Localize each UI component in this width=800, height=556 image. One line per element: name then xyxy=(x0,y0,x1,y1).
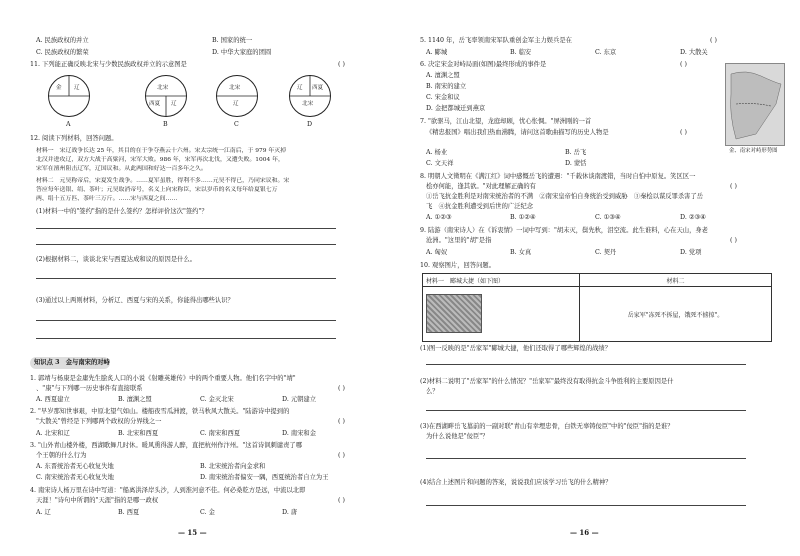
option: D. 唐 xyxy=(282,509,298,516)
option: C. 民族政权的繁荣 xyxy=(36,49,89,56)
table-header: 材料二 xyxy=(580,274,772,287)
answer-paren[interactable]: ( ) xyxy=(710,37,717,44)
diagram-caption: C xyxy=(234,121,239,128)
material-line: 材料二 元昊称帝后，宋夏发生战争。……夏军虽胜，得利不多……元昊不得已，乃同宋议和。宋 xyxy=(36,178,290,184)
option: B. 南宋的建立 xyxy=(426,83,467,90)
sub-question: (3)通过以上两则材料，分析辽、西夏与宋的关系，你能得出哪些认识？ xyxy=(36,297,234,304)
region-label: 北宋 xyxy=(302,101,314,107)
option: A. 郾城 xyxy=(426,49,448,56)
question-stem: 9. 陆游（南宋诗人）在《诉衷情》一词中写到："胡未灭，鬓先秋，泪空流。此生谁料，心在天山，身老 xyxy=(420,227,708,234)
material-line: 材料一 宋辽战争长达 25 年，其目的在于争夺燕云十六州。宋太宗统一江南后，于 979 年灭掉 xyxy=(36,148,287,154)
material-line: 宋军在澶州阻击辽军，辽国议和。从此两国和好达一百多年之久。 xyxy=(36,166,207,172)
diagram-caption: A xyxy=(66,121,71,128)
option: C. 南宋统治者无心收复失地 xyxy=(36,474,114,481)
option: C. 文天祥 xyxy=(426,160,454,167)
question-stem: 6. 决定宋金对峙局面(如图)最终形成的事件是 xyxy=(420,61,547,68)
question-stem: 7. "欲驱马，江山北望，龙庭却顾，忧心怅惆。"屏洲刚的一首 xyxy=(420,118,592,125)
option: B. 北宋和西夏 xyxy=(118,430,159,437)
region-label: 西夏 xyxy=(149,101,161,107)
section-title: 知识点 3 金与南宋的对峙 xyxy=(34,359,110,366)
answer-paren[interactable]: ( ) xyxy=(338,497,345,504)
question-stem: ①岳飞抗金胜利是对南宋统治者的不满 ②南宋皇帝怕自身统治受到威胁 ③秦桧以谋反罪杀害了岳 xyxy=(426,193,704,200)
option: D. 元朝建立 xyxy=(282,396,317,403)
region-label: 金 xyxy=(56,85,62,91)
option: D. 大散关 xyxy=(680,49,708,56)
option: B. 北宋统治者向金求和 xyxy=(200,463,266,470)
answer-paren[interactable]: ( ) xyxy=(338,385,345,392)
question-stem: 《精忠报国》唱出我们热血沸腾，请问这首歌曲描写的历史人物是 xyxy=(426,129,609,136)
option: D. 金把都城迁到燕京 xyxy=(426,105,486,112)
question-stem: 1. 郭靖与杨康是金庸先生脍炙人口的小说《射雕英雄传》中的两个重要人物。他们名字中的"靖" xyxy=(30,375,296,382)
option: B. 澶渊之盟 xyxy=(118,396,152,403)
option: B. 女真 xyxy=(510,249,532,256)
question-stem: 11. 下列能正确反映北宋与少数民族政权并立的示意图是 xyxy=(30,61,187,68)
question-stem: 10. 观察图片，回答问题。 xyxy=(420,262,495,269)
question-stem: 5. 1140 年，岳飞率领南宋军队重创金军主力娱兵是在 xyxy=(420,37,572,44)
sub-question: 么？ xyxy=(426,388,439,395)
question-stem: 3. "山外青山楼外楼，西湖歌舞几时休。暖风熏得游人醉，直把杭州作汴州。"这首诗讽刺谴责了哪 xyxy=(30,442,302,449)
sub-question: (3)在西湖畔岳飞墓前的一副对联"青山有幸埋忠骨，白铁无辜铸佞臣"中的"佞臣"指的是谁？ xyxy=(420,423,674,430)
answer-line[interactable] xyxy=(426,410,746,411)
answer-line[interactable] xyxy=(426,458,746,459)
answer-line[interactable] xyxy=(36,320,336,321)
battle-image xyxy=(426,294,482,333)
page-number: — 16 — xyxy=(570,528,599,537)
page-number: — 15 — xyxy=(178,528,207,537)
option: A. 北宋和辽 xyxy=(36,430,70,437)
material-line: 两、绢十五万匹、茶叶三万斤。……宋与西夏之间…… xyxy=(36,196,178,202)
region-label: 辽 xyxy=(171,101,177,107)
option: C. 金灭北宋 xyxy=(200,396,234,403)
question-stem: 沧洲。"这里的"胡"是指 xyxy=(426,237,492,244)
sub-question: 为什么说他是"佞臣"？ xyxy=(426,433,489,440)
sub-question: (2)根据材料二，谈谈北宋与西夏达成和议的原因是什么。 xyxy=(36,256,197,263)
option: C. 宋金和议 xyxy=(426,94,460,101)
question-stem: 、"康"与下列哪一历史事件有直接联系 xyxy=(36,385,143,392)
answer-line[interactable] xyxy=(36,244,336,245)
option: B. 国家的统一 xyxy=(212,37,253,44)
option: A. 西夏建立 xyxy=(36,396,70,403)
answer-paren[interactable]: ( ) xyxy=(338,452,345,459)
answer-line[interactable] xyxy=(426,505,746,506)
sub-question: (2)材料二说明了"岳家军"的什么情况？"岳家军"最终没有取得抗金斗争胜利的主要原因是什 xyxy=(420,378,674,385)
option: A. ①②③ xyxy=(426,214,452,221)
sub-question: (4)结合上述图片和问题的答案，说说我们应该学习岳飞的什么精神？ xyxy=(420,479,612,486)
option: B. 岳飞 xyxy=(565,149,587,156)
option: B. ①②④ xyxy=(510,214,536,221)
question-stem: 12. 阅读下列材料，回答问题。 xyxy=(30,135,118,142)
option: A. 杨业 xyxy=(426,149,448,156)
option: D. 中华大家庭的团圆 xyxy=(212,49,272,56)
option: B. 临安 xyxy=(510,49,532,56)
question-stem: 8. 明朝人文徵明在《满江红》词中感慨岳飞的遭遇："千载休谈南渡错，当时自怕中原复。笑区区一 xyxy=(420,173,696,180)
sub-question: (1)图一反映的是"岳家军"郾城大捷，他们还取得了哪些辉煌的战绩？ xyxy=(420,345,612,352)
region-label: 辽 xyxy=(233,101,239,107)
material-line: 北汉并进攻辽，双方大战于高粱河，宋军大败。986 年，宋军再次北伐，又遭失败。1004 年， xyxy=(36,157,284,163)
question-stem: 2. "早岁那知世事艰，中原北望气如山。楼船夜雪瓜洲渡，铁马秋风大散关。"陆游诗中提到的 xyxy=(30,408,290,415)
diagram-caption: B xyxy=(163,121,168,128)
right-page xyxy=(400,0,800,556)
option: A. 匈奴 xyxy=(426,249,448,256)
diagram-caption: D xyxy=(307,121,313,128)
table-cell: 岳家军"冻死不拆屋，饿死不掳掠"。 xyxy=(580,287,772,342)
option: A. 辽 xyxy=(36,509,51,516)
map-caption: 金、南宋对峙形势图 xyxy=(729,148,778,154)
region-label: 西夏 xyxy=(312,85,324,91)
answer-paren[interactable]: ( ) xyxy=(338,61,345,68)
option: A. 东晋统治者无心收复失地 xyxy=(36,463,114,470)
option: A. 澶渊之盟 xyxy=(426,72,460,79)
answer-line[interactable] xyxy=(36,278,336,279)
question-stem: 飞 ④抗金胜利遭受到后世的广泛纪念 xyxy=(426,203,534,210)
option: C. 东京 xyxy=(595,49,617,56)
question-stem: 天涯！"诗句中所谓的"天涯"指的是哪一政权 xyxy=(36,497,159,504)
answer-paren[interactable]: ( ) xyxy=(680,61,687,68)
sub-question: (1)材料一中的"签约"指的是什么签约？怎样评价这次"签约"？ xyxy=(36,208,208,215)
region-label: 北宋 xyxy=(157,85,169,91)
question-stem: "大散关"曾经是下列哪两个政权的分界线之一 xyxy=(36,418,162,425)
option: D. 南宋统治者偏安一隅，西夏统治者自立为王 xyxy=(200,474,329,481)
question-stem: 个王朝的什么行为 xyxy=(36,452,87,459)
option: A. 民族政权的并立 xyxy=(36,37,89,44)
map-image xyxy=(725,63,785,146)
region-label: 北宋 xyxy=(229,85,241,91)
region-label: 辽 xyxy=(297,85,303,91)
question-stem: 4. 南宋诗人杨万里在诗中写道："船离洪泽岸头沙，人到淮河意不佳。何必桑乾方是远，中流以北即 xyxy=(30,487,306,494)
question-stem: 桧亦何能，逢其欲。"对此理解正确的有 xyxy=(426,183,536,190)
option: D. 党项 xyxy=(680,249,702,256)
answer-line[interactable] xyxy=(36,338,336,339)
answer-line[interactable] xyxy=(426,364,746,365)
option: D. 蒙恬 xyxy=(565,160,587,167)
answer-line[interactable] xyxy=(36,228,336,229)
option: B. 西夏 xyxy=(118,509,140,516)
option: C. ①③④ xyxy=(595,214,621,221)
region-label: 辽 xyxy=(74,85,80,91)
option: D. 南宋和金 xyxy=(282,430,317,437)
answer-paren[interactable]: ( ) xyxy=(730,183,737,190)
option: C. 南宋和西夏 xyxy=(200,430,241,437)
answer-paren[interactable]: ( ) xyxy=(680,129,687,136)
table-header: 材料一 郾城大捷（如下图） xyxy=(423,274,580,287)
answer-paren[interactable]: ( ) xyxy=(730,237,737,244)
material-line: 答应每年送银、绢、茶叶；元昊取消帝号，名义上向宋称臣，宋以岁币的名义每年给夏银七万 xyxy=(36,187,278,193)
answer-paren[interactable]: ( ) xyxy=(338,418,345,425)
option: C. 契丹 xyxy=(595,249,617,256)
option: D. ②③④ xyxy=(680,214,706,221)
option: C. 金 xyxy=(200,509,215,516)
